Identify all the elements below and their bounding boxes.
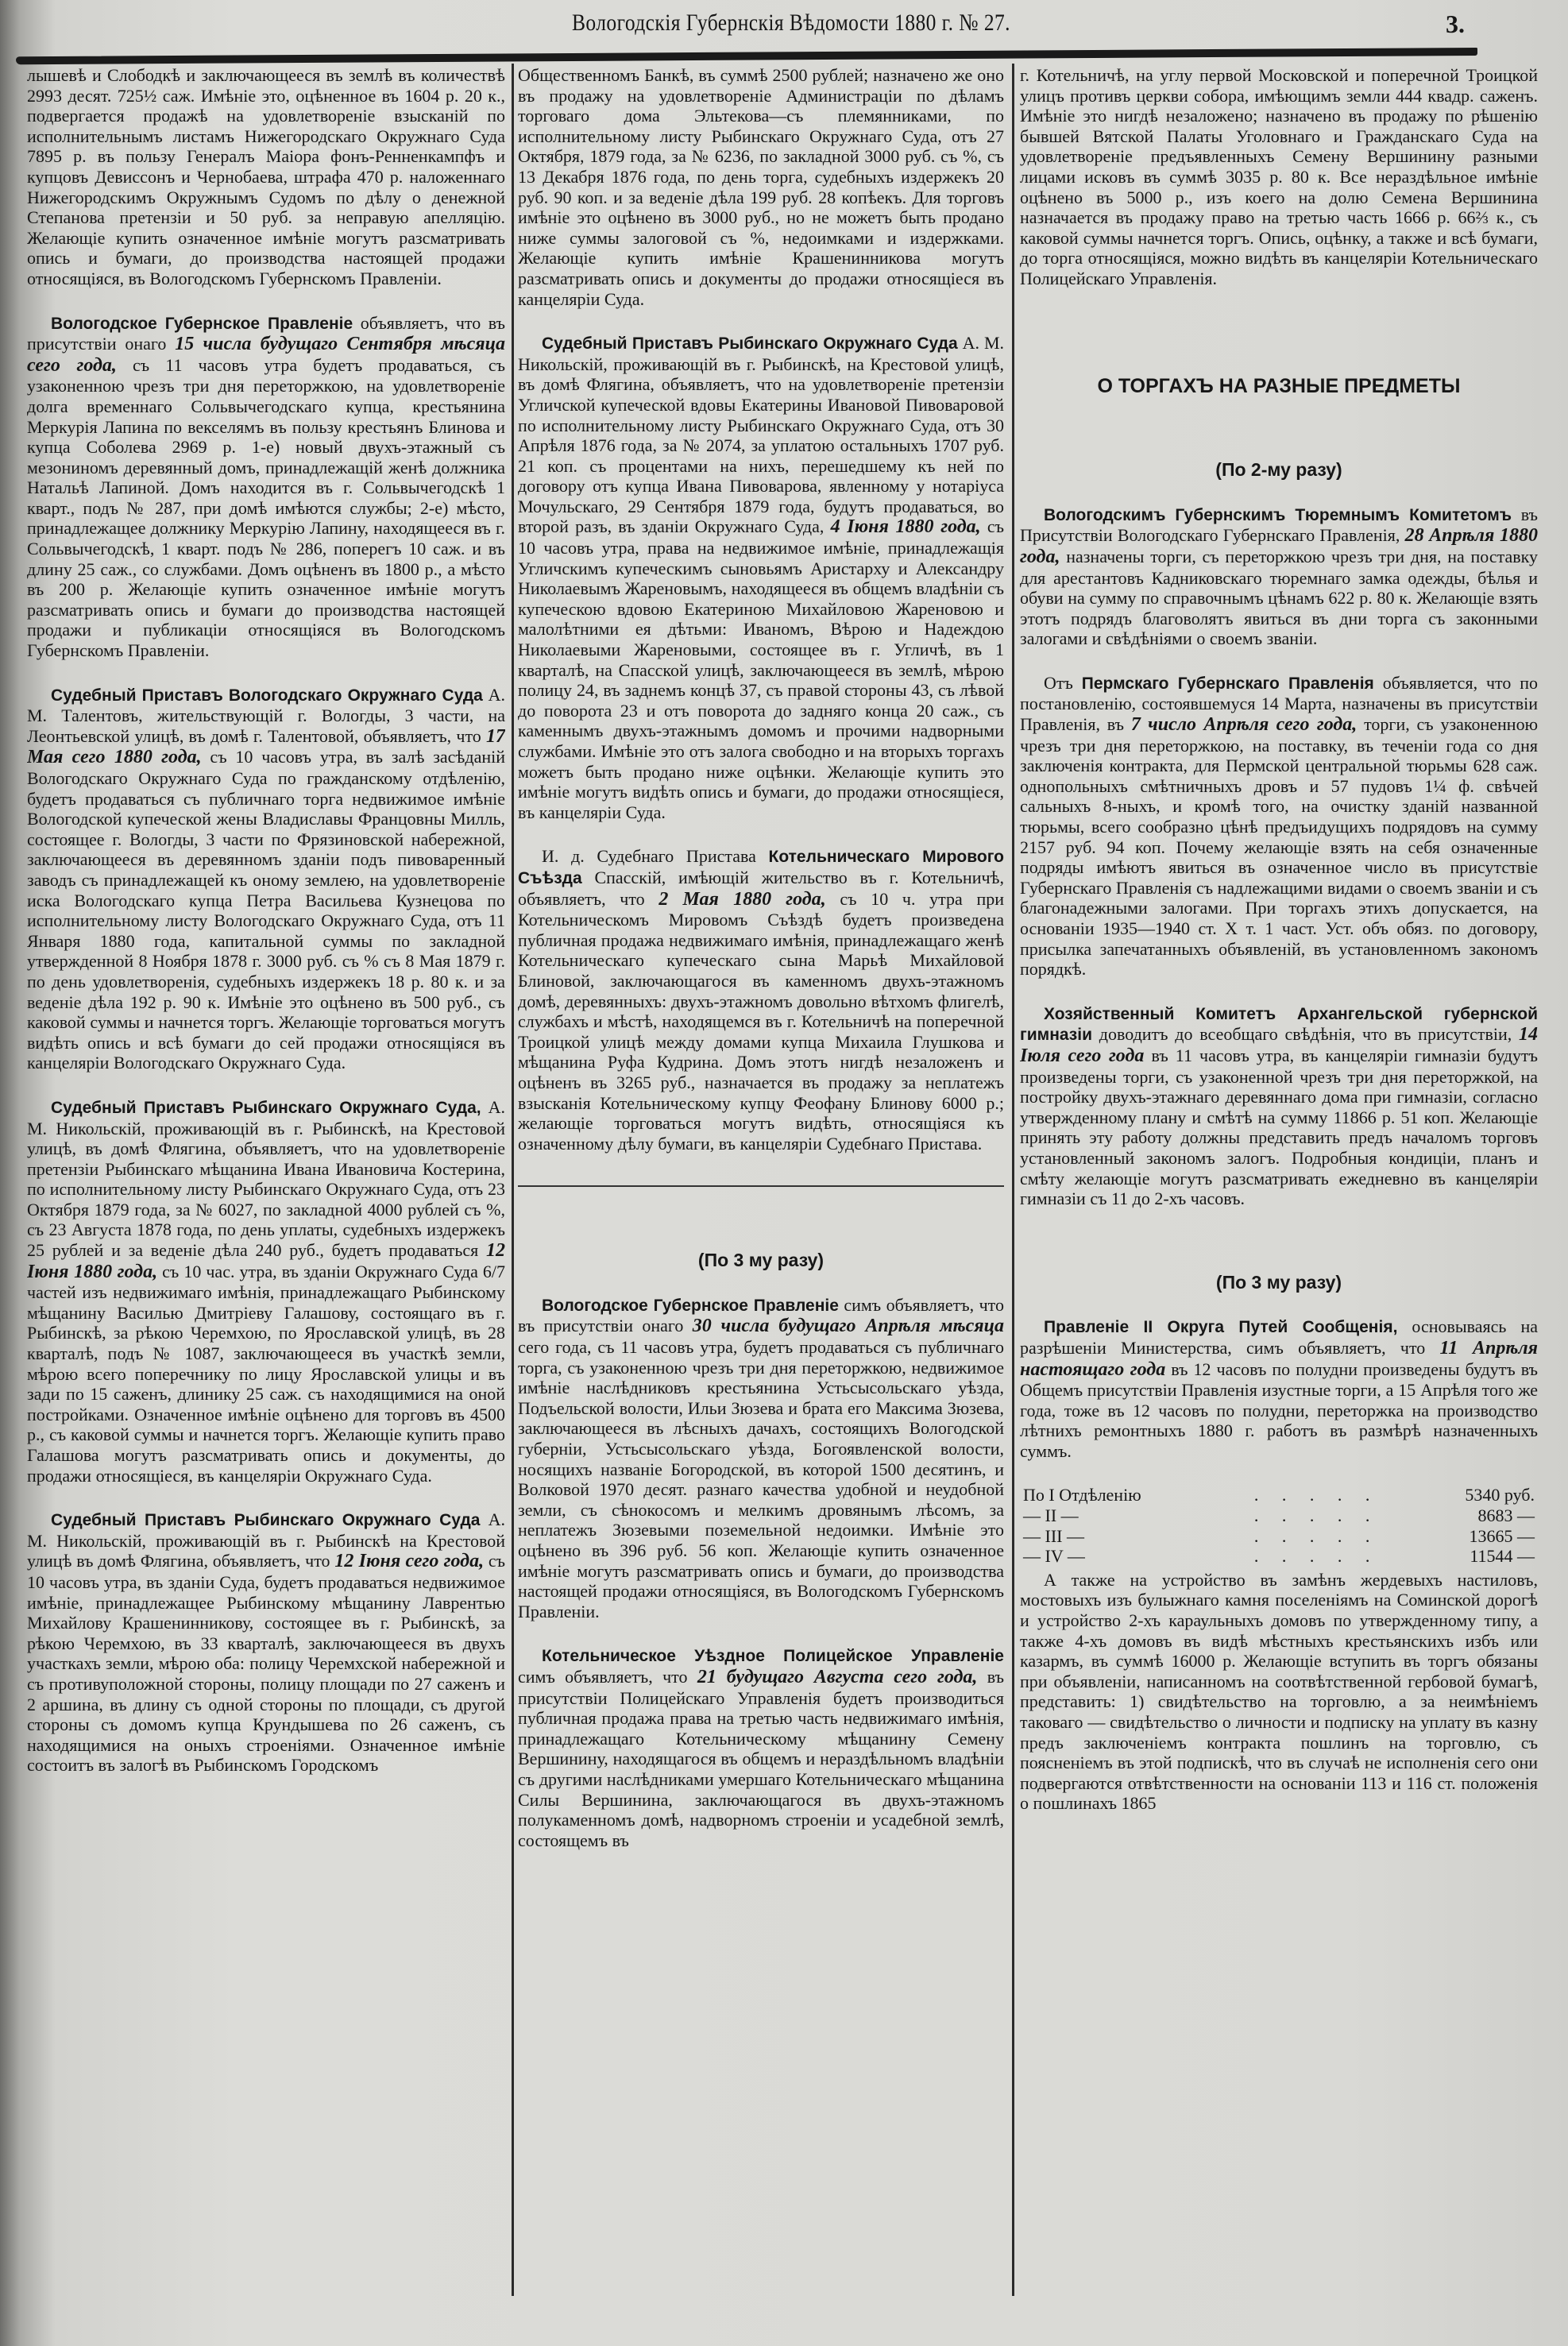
section-heading: (По 3 му разу): [697, 1250, 825, 1271]
notice-issuer: Правленіе II Округа Путей Сообщенія,: [1044, 1318, 1398, 1337]
notice-text: г. Котельничѣ, на углу первой Московской и поперечной Троицкой улицъ противъ церкви собора, имѣющимъ земли 444 квадр. саженъ. Имѣніе это нигдѣ незаложено; назначено въ продажу по рѣшенію бывшей Вятской Палаты Уголовнаго и Гражданскаго Суда на удовлетвореніе предъявленныхъ Семену Вершинину разными лицами исковъ въ суммѣ 3035 р. 80 к. Все нераздѣльное имѣніе оцѣнено въ 5000 р., изъ коего на долю Семена Вершинина назначается въ продажу право на третью часть 1666 р. 66⅔ к., съ каковой суммы начнется торгъ. Опись, оцѣнку, а также и всѣ бумаги, до торга относящіяся, можно видѣть въ канцеляріи Котельническаго Полицейскаго Управленія.: [1020, 65, 1538, 288]
notice-paragraph: [1020, 1316, 1538, 1461]
notice-text: съ 10 часовъ утра, въ зданіи Суда, будетъ продаваться недвижимое имѣніе, принадлежащее Рыбинскому мѣщанину Лаврентью Михайлову Крашенинникову, состоящее въ г. Рыбинскѣ, за рѣкою Черемхою, въ 33 кварталѣ, заключающееся въ двухъ участкахъ земли, мѣрою оба: полицу Черемхской набережной и съ противуположной стороны, полицу площади по 27 саженъ и 2 аршина, въ длину съ одной стороны по площади, съ другой стороны съ домомъ купца Крундышева по 26 саженъ, съ находящимися на оныхъ строеніями. Означенное имѣніе состоитъ въ залогѣ въ Рыбинскомъ Городскомъ: [27, 1551, 505, 1776]
dot-leader: . . . . .: [1253, 1485, 1380, 1505]
notice-text: А. М. Никольскій, проживающій въ г. Рыбинскѣ, на Крестовой улицѣ, въ домѣ Флягина, объявляетъ, что на удовлетвореніе претензіи Угличской купеческой вдовы Екатерины Ивановой Пивоваровой по исполнительному листу Рыбинскаго Окружнаго Суда, отъ 30 Апрѣля 1876 года, за № 2074, за уплатою остальныхъ 1707 руб. 21 коп. съ процентами на нихъ, перешедшему къ ней по договору отъ купца Ивана Пивоварова, явленному у нотаріуса Мочульскаго, 29 Сентября 1879 года, будутъ продаваться, во второй разъ, въ зданіи Окружнаго Суда,: [518, 333, 1004, 537]
sums-row: [1020, 1546, 1538, 1567]
notice-text: Отъ: [1044, 672, 1082, 693]
notice-text: съ 11 часовъ утра будетъ продаваться, съ узаконенною чрезъ три дня переторжкою, на удовлетвореніе долга временнаго Сольвычегодскаго купца, крестьянина Меркурія Лапина по векселямъ въ пользу крестьянъ Блинова и купца Соболева 2969 р. 1-е) новый двухъ-этажный съ мезониномъ деревянный домъ, принадлежащій женѣ должника Натальѣ Лапиной. Домъ находится въ г. Сольвычегодскѣ 1 кварт., подъ № 287, при домѣ имѣются службы; 2-е) мѣсто, принадлежащее должнику Меркурію Лапину, находящееся въ г. Сольвычегодскѣ, 1 кварт. подъ № 286, поперегъ 10 саж. и въ длину 25 саж., со службами. Домъ оцѣненъ въ 1800 р., а мѣсто въ 200 р. Желающіе купить означенное имѣніе могутъ разсматривать опись и бумаги до производства настоящей продажи и публикаціи относящіяся въ Вологодскомъ Губернскомъ Правленіи.: [27, 354, 505, 661]
section-heading: О ТОРГАХЪ НА РАЗНЫЕ ПРЕДМЕТЫ: [1097, 374, 1461, 397]
column-divider: [512, 64, 514, 2296]
notice-issuer: Хозяйственный Комитетъ Архангельской губернской гимназіи: [1020, 1004, 1538, 1045]
notice-paragraph: [27, 65, 505, 289]
notice-issuer: Судебный Приставъ Рыбинскаго Окружнаго Суда: [51, 1511, 481, 1530]
section-heading: (По 2-му разу): [1215, 459, 1342, 481]
notice-date: 28 Апрѣля 1880 года,: [1020, 525, 1538, 567]
notice-text: съ 10 часовъ утра, въ залѣ засѣданій Вологодскаго Окружнаго Суда по гражданскому отдѣленію, будетъ продаваться съ публичнаго торга недвижимое имѣніе Вологодской купеческой жены Владиславы Францовны Милль, состоящее г. Вологды, 3 части по Фрязиновской набережной, заключающееся въ деревянномъ зданіи подъ пивоваренный заводъ съ принадлежащей къ оному землею, на удовлетвореніе иска Вологодскаго купца Петра Васильева Кузнецова по исполнительному листу Вологодскаго Окружнаго Суда, отъ 11 Января 1880 года, капитальной суммы по закладной утвержденной 8 Ноября 1878 г. 3000 руб. съ % съ 8 Мая 1879 г. по день удовлетворенія, судебныхъ издержекъ 18 р. 80 к. и за веденіе дѣла 192 р. 90 к. Имѣніе это оцѣнено въ 500 руб., съ каковой суммы и начнется торгъ. Желающіе торговаться могутъ видѣть опись и всѣ бумаги до сей продажи относящіяся въ канцеляріи Вологодскаго Окружнаго Суда.: [27, 747, 505, 1073]
notice-text: А также на устройство въ замѣнъ жердевыхъ настиловъ, мостовыхъ изъ булыжнаго камня поселеніямъ на Соминской дорогѣ и устройство 2-хъ караульныхъ домовъ по утвержденному типу, а также 4-хъ домовъ въ видѣ мѣстныхъ крестьянскихъ избъ или казармъ, въ суммѣ 16000 р. Желающіе вступить въ торгъ обязаны при объявленіи, написанномъ на соотвѣтственной гербовой бумагѣ, представить: 1) свидѣтельство на торговлю, а за неимѣніемъ таковаго — свидѣтельство о личности и подписку на уплату въ казну предъ заключеніемъ контракта пошлинъ на торговлю, съ поясненіемъ въ этой подпискѣ, что въ случаѣ не исполненія сего они подвергаются отвѣтственности на основаніи 113 и 116 ст. положенія о пошлинахъ 1865: [1020, 1569, 1538, 1814]
notice-date: 30 числа будущаго Апрѣля мѣсяца: [692, 1316, 1004, 1337]
notice-paragraph: [27, 1509, 505, 1776]
notice-issuer: Судебный Приставъ Рыбинскаго Окружнаго Суда: [542, 334, 958, 354]
notice-text: симъ объявляетъ, что въ присутствіи онаго: [518, 1294, 1004, 1336]
column-divider: [1012, 64, 1014, 2296]
notice-date: 15 числа будущаго Сентября мѣсяца сего года,: [27, 334, 505, 376]
notice-text: объявляется, что по постановленію, состоявшемуся 14 Марта, назначены въ присутствіи Правленія, въ: [1020, 672, 1538, 735]
column-2: [518, 65, 1004, 2290]
notice-date: 12 Іюня сего года,: [334, 1551, 485, 1572]
amount: 11544 —: [1470, 1546, 1535, 1567]
notice-text: А. М. Никольскій, проживающій въ г. Рыбинскѣ на Крестовой улицѣ въ домѣ Флягина, объявляетъ, что: [27, 1509, 505, 1571]
notice-date: 4 Іюня 1880 года,: [830, 516, 981, 538]
amount: 5340 руб.: [1465, 1485, 1535, 1505]
notice-text: съ 10 ч. утра при Котельническомъ Мировомъ Съѣздѣ будетъ произведена публичная продажа недвижимаго имѣнія, принадлежащаго женѣ Котельническаго купеческаго сына Марьѣ Михайловой Блиновой, заключающагося въ каменномъ двухъ-этажномъ домѣ, деревянныхъ: двухъ-этажномъ довольно вѣтхомъ флигелѣ, службахъ и мѣстѣ, находящемся въ г. Котельничѣ на поперечной Троицкой улицѣ между домами купца Михаила Глушкова и мѣщанина Руфа Кудрина. Домъ этотъ нигдѣ незаложенъ и оцѣненъ въ 3265 руб., назначается въ продажу за неплатежъ взысканія Котельническому купцу Феофану Блинову 6000 р.; желающіе торговаться могутъ видѣть, относящіяся къ означенному дѣлу бумаги, въ канцеляріи Судебнаго Пристава.: [518, 888, 1004, 1154]
department-label: — IV —: [1023, 1546, 1085, 1567]
section-heading: (По 3 му разу): [1215, 1271, 1342, 1293]
dot-leader: . . . . .: [1253, 1505, 1380, 1526]
notice-text: лышевѣ и Слободкѣ и заключающееся въ землѣ въ количествѣ 2993 десят. 725½ саж. Имѣніе это, оцѣненное въ 1604 р. 20 к., подвергается продажѣ на удовлетвореніе взысканій по исполнительнымъ листамъ Нижегородскаго Окружнаго Суда 7895 р. въ пользу Генералъ Маіора фонъ-Ренненкампфъ и купцовъ Девиссонъ и Чернобаева, штрафа 470 р. наложеннаго Нижегородскимъ Окружнымъ Судомъ по дѣлу о денежной Степанова претензіи и 50 руб. за неправую апелляцію. Желающіе купить означенное имѣніе могутъ разсматривать опись и бумаги, до производства настоящей продажи относящіяся, въ Вологодскомъ Губернскомъ Правленіи.: [27, 65, 505, 288]
notice-text: съ 10 часовъ утра, права на недвижимое имѣніе, принадлежащія Угличскимъ купеческимъ сыновьямъ Аристарху и Александру Николаевымъ Жареновымъ, находящееся въ общемъ владѣніи съ купеческою вдовою Екатериною Михайловою Жареновою и малолѣтними ея дѣтьми: Иваномъ, Вѣрою и Надеждою Николаевыми Жареновыми, состоящее въ г. Угличѣ, въ 1 кварталѣ, на Спасской улицѣ, заключающееся въ землѣ, мѣрою полицу 24, въ заднемъ концѣ 37, съ правой стороны 43, съ лѣвой до поворота 23 и отъ поворота до задняго конца 20 саж., съ каменнымъ двухъ-этажнымъ домомъ и прочими надворными службами. Имѣніе это отъ залога свободно и на вторыхъ торгахъ можетъ быть продано ниже оцѣнки. Желающіе купить это имѣніе могутъ видѣть опись и бумаги, до продажи относящіеся, въ канцеляріи Суда.: [518, 516, 1004, 822]
notice-paragraph: [518, 1645, 1004, 1850]
notice-date: 12 Іюня 1880 года,: [27, 1240, 505, 1282]
notice-date: 11 Апрѣля настоящаго года: [1020, 1337, 1538, 1380]
notice-issuer: Котельническое Уѣздное Полицейское Управленіе: [542, 1647, 1004, 1666]
notice-text: въ Присутствіи Вологодскаго Губернскаго Правленія,: [1020, 504, 1538, 546]
notice-issuer: Вологодское Губернское Правленіе: [542, 1296, 839, 1315]
section-divider: [518, 1185, 1004, 1187]
notice-paragraph: [518, 1295, 1004, 1622]
column-1: [27, 65, 505, 2290]
notice-text: доводитъ до всеобщаго свѣдѣнія, что въ присутствіи,: [1092, 1024, 1519, 1045]
notice-paragraph: [27, 1097, 505, 1486]
notice-text: Общественномъ Банкѣ, въ суммѣ 2500 рублей; назначено же оно въ продажу на удовлетвореніе Администраціи по дѣламъ торговаго дома Эльтекова—съ племянниками, по исполнительному листу Рыбинскаго Окружнаго Суда, отъ 27 Октября, 1879 года, за № 6236, по закладной 3000 руб. съ %, съ 13 Декабря 1876 года, по день торга, судебныхъ издержекъ 20 руб. 90 коп. и за веденіе дѣла 199 руб. 28 копѣекъ. Для торговъ имѣніе это оцѣнено въ 3000 руб., но не можетъ быть продано ниже суммы залоговой съ %, недоимками и издержками. Желающіе купить имѣніе Крашенинникова могутъ разсматривать опись и документы до продажи относящіеся въ канцеляріи Суда.: [518, 65, 1004, 309]
notice-text: И. д. Судебнаго Пристава: [542, 846, 769, 867]
notice-issuer: Судебный Приставъ Вологодскаго Окружнаго Суда: [51, 686, 483, 705]
notice-paragraph: [27, 685, 505, 1073]
notice-text: объявляетъ, что въ присутствіи онаго: [27, 312, 505, 354]
notice-paragraph: [1020, 1570, 1538, 1814]
notice-issuer: Вологодское Губернское Правленіе: [51, 314, 353, 333]
notice-date: 21 будущаго Августа сего года,: [697, 1666, 978, 1687]
notice-paragraph: [1020, 504, 1538, 649]
notice-issuer: Пермскаго Губернскаго Правленія: [1081, 674, 1374, 693]
column-3: [1020, 65, 1538, 2290]
page-number: 3.: [1446, 10, 1465, 38]
notice-text: Спасскій, имѣющій жительство въ г. Котельничѣ, объявляетъ, что: [518, 867, 1004, 909]
notice-paragraph: [518, 333, 1004, 822]
notice-text: назначены торги, съ переторжкою чрезъ три дня, на поставку для арестантовъ Кадниковскаго тюремнаго замка одежды, бѣлья и обуви на сумму по справочнымъ цѣнамъ 622 р. 80 к. Желающіе взять этотъ подрядъ благоволятъ явиться въ дни торга съ законными залогами и свѣдѣніями о своемъ званіи.: [1020, 546, 1538, 649]
notice-paragraph: [518, 846, 1004, 1154]
notice-text: А. М. Никольскій, проживающій въ г. Рыбинскѣ, на Крестовой улицѣ, въ домѣ Флягина, объявляетъ, что на удовлетвореніе претензіи Рыбинскаго мѣщанина Ивана Ивановича Костерина, по исполнительному листу Рыбинскаго Окружнаго Суда, отъ 23 Октября 1879 года, за № 6027, по закладной 4000 рублей съ %, съ 23 Августа 1878 года, по день уплаты, судебныхъ издержекъ 25 рублей и за веденіе дѣла 240 руб., будетъ продаваться: [27, 1096, 505, 1261]
dot-leader: . . . . .: [1253, 1546, 1380, 1567]
notice-text: А. М. Талентовъ, жительствующій г. Вологды, 3 части, на Леонтьевской улицѣ, въ домѣ г. Талентовой, объявляетъ, что: [27, 684, 505, 746]
notice-paragraph: [1020, 673, 1538, 980]
notice-issuer: Вологодскимъ Губернскимъ Тюремнымъ Комитетомъ: [1044, 505, 1512, 524]
sums-row: [1020, 1526, 1538, 1547]
newspaper-header: [0, 10, 1568, 41]
header-rule: [16, 48, 1477, 64]
notice-date: 14 Іюля сего года: [1020, 1024, 1538, 1066]
notice-text: симъ объявляетъ, что: [518, 1666, 697, 1687]
notice-issuer: Судебный Приставъ Рыбинскаго Окружнаго Суда,: [51, 1098, 481, 1117]
notice-date: 7 число Апрѣля сего года,: [1130, 714, 1358, 736]
department-label: — II —: [1023, 1505, 1079, 1526]
notice-date: 2 Мая 1880 года,: [658, 888, 826, 910]
amount: 13665 —: [1469, 1525, 1535, 1546]
notice-issuer: Котельническаго Мирового Съѣзда: [518, 848, 1004, 887]
dot-leader: . . . . .: [1253, 1525, 1380, 1546]
amount: 8683 —: [1477, 1505, 1535, 1526]
sums-row: [1020, 1485, 1538, 1505]
department-label: По I Отдѣленію: [1023, 1485, 1141, 1505]
notice-text: съ 10 час. утра, въ зданіи Окружнаго Суда 6/7 частей изъ недвижимаго имѣнія, принадлежащаго Рыбинскому мѣщанину Василью Дмитріеву Галашову, состоящаго въ г. Рыбинскѣ, за рѣкою Черемхою, по Ярославской улицѣ, въ 28 кварталѣ, подъ № 1087, заключающееся въ участкѣ земли, мѣрою всего поперечнику по лицу Ярославской улицы и въ зади по 15 саженъ, длинику 25 саж. съ находящимися на оной постройками. Означенное имѣніе оцѣнено для торговъ въ 4500 р., съ каковой суммы и начнется торгъ. Желающіе купить право Галашова могутъ разсматривать опись и документы, до продажи относящіеся, въ канцеляріи Окружнаго Суда.: [27, 1261, 505, 1486]
department-label: — III —: [1023, 1525, 1084, 1546]
sums-row: [1020, 1505, 1538, 1526]
notice-paragraph: [27, 313, 505, 661]
notice-date: 17 Мая сего 1880 года,: [27, 725, 505, 768]
sums-table: [1020, 1485, 1538, 1566]
newspaper-title: Вологодскія Губернскія Вѣдомости 1880 г. № 27.: [572, 10, 1010, 36]
notice-text: въ 12 часовъ по полудни произведены будутъ въ Общемъ присутствіи Правленія изустные торги, а 15 Апрѣля того же года, тоже въ 12 часовъ по полудни, переторжка на производство лѣтнихъ ремонтныхъ 1880 г. работъ въ размѣрѣ назначенныхъ суммъ.: [1020, 1359, 1538, 1461]
notice-paragraph: [1020, 1003, 1538, 1209]
notice-paragraph: [1020, 65, 1538, 289]
notice-text: основываясь на разрѣшеніи Министерства, симъ объявляетъ, что: [1020, 1316, 1538, 1358]
notice-text: сего года, съ 11 часовъ утра, будетъ продаваться съ публичнаго торга, съ узаконенною чрезъ три дня переторжкою, недвижимое имѣніе наслѣдниковъ крестьянина Устьсысольскаго уѣзда, Подъельской волости, Ильи Зюзева и брата его Максима Зюзева, заключающееся въ лѣсныхъ дачахъ, состоящихъ Вологодской губерніи, Устьсысольскаго уѣзда, Богоявленской волости, носящихъ названіе Богородской, въ которой 1500 десятинъ, и Волковой 1970 десят. разнаго качества удобной и неудобной земли, съ сѣнокосомъ и мелкимъ дровянымъ лѣсомъ, за неплатежъ Зюзевыми поземельной недоимки. Имѣніе это оцѣнено въ 396 руб. 56 коп. Желающіе купить означенное имѣніе могутъ разсматривать опись и бумаги, до производства настоящей продажи относящіяся, въ Вологодскомъ Губернскомъ Правленіи.: [518, 1337, 1004, 1621]
notice-text: торги, съ узаконенною чрезъ три дня переторжкою, на поставку, въ теченіи года со дня заключенія контракта, для Пермской центральной тюрьмы 628 саж. однопольныхъ смѣтничныхъ дровъ и 57 пудовъ 1¼ ф. свѣчей сальныхъ 8-ныхъ, и кромѣ того, на очистку зданій названной тюрьмы, всего сообразно цѣнѣ предъидущихъ подрядовъ на сумму 2157 руб. 94 коп. Почему желающіе взять на себя означенные подряды имѣютъ явиться въ означенное число въ присутствіе Губернскаго Правленія съ надлежащими видами о своемъ званіи и съ благонадежными залогами. При торгахъ этихъ допускается, на основаніи 1935—1940 ст. X т. 1 част. Уст. объ обяз. по договору, присылка запечатанныхъ объявленій, въ установленномъ закономъ порядкѣ.: [1020, 714, 1538, 980]
notice-text: въ присутствіи Полицейскаго Управленія будетъ производиться публичная продажа права на третью часть недвижимаго имѣнія, принадлежащаго Котельническому мѣщанину Семену Вершинину, находящагося въ общемъ и нераздѣльномъ владѣніи съ другими наслѣдниками умершаго Котельническаго мѣщанина Силы Вершинина, заключающагося въ двухъ-этажномъ полукаменномъ домѣ, надворномъ строеніи и усадебной землѣ, состоящемъ въ: [518, 1666, 1004, 1850]
notice-text: въ 11 часовъ утра, въ канцеляріи гимназіи будутъ произведены торги, съ узаконенной чрезъ три дня переторжкой, на постройку двухъ-этажнаго деревяннаго дома при гимназіи, согласно утвержденному плану и смѣтѣ на сумму 11866 р. 51 коп. Желающіе принять эту работу должны представить предъ началомъ торговъ установленный закономъ залогъ. Подробныя кондиціи, планъ и смѣту желающіе могутъ разсматривать ежедневно въ канцеляріи гимназіи съ 11 до 2-хъ часовъ.: [1020, 1045, 1538, 1209]
notice-paragraph: [518, 65, 1004, 309]
